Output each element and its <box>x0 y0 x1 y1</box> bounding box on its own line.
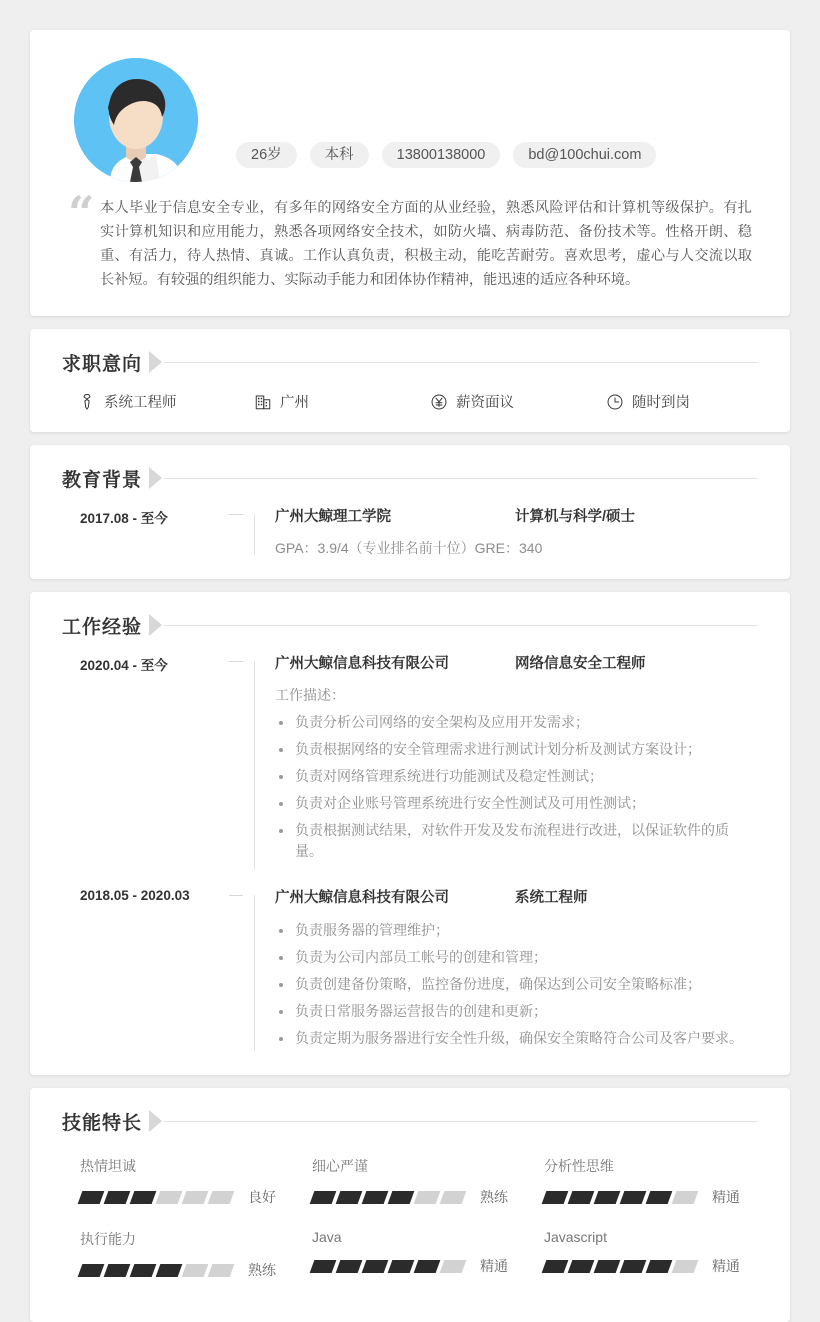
skill-rating-bars <box>80 1264 232 1277</box>
education-card <box>30 445 790 579</box>
intent-item-city <box>236 391 410 412</box>
summary-block <box>62 186 758 292</box>
triangle-marker-icon <box>149 351 162 373</box>
skill-bar-empty <box>440 1191 467 1204</box>
skill-name: 热情坦诚 <box>80 1158 136 1174</box>
skill-bar-filled <box>104 1191 131 1204</box>
skill-bar-empty <box>440 1260 467 1273</box>
skill-level-label: 精通 <box>711 1258 740 1274</box>
skill-bar-filled <box>646 1191 673 1204</box>
timeline-connector <box>227 652 275 868</box>
triangle-marker-icon <box>149 614 162 636</box>
timeline-connector <box>227 886 275 1055</box>
tag-email: bd@100chui.com <box>513 142 656 169</box>
skill-item <box>526 1156 758 1207</box>
entry-date: 2018.05 - 2020.03 <box>80 888 190 903</box>
job-intention-header <box>62 347 758 377</box>
skill-bar-filled <box>310 1191 337 1204</box>
skill-bar-filled <box>362 1260 389 1273</box>
skill-bar-filled <box>542 1260 569 1273</box>
skill-bar-filled <box>646 1260 673 1273</box>
skill-item <box>294 1229 526 1280</box>
work-experience-card <box>30 592 790 1075</box>
work-entry <box>62 886 758 1055</box>
section-title: 求职意向 <box>62 353 143 375</box>
intent-item-position <box>62 391 236 412</box>
work-bullet-list <box>275 920 750 1049</box>
avatar-illustration-icon <box>74 58 198 182</box>
skill-bar-empty <box>414 1191 441 1204</box>
header-divider <box>164 478 758 479</box>
job-intention-items <box>62 391 758 412</box>
profile-header-card <box>30 30 790 316</box>
work-experience-header <box>62 610 758 640</box>
skill-bar-filled <box>388 1191 415 1204</box>
avatar <box>74 58 198 182</box>
section-title: 教育背景 <box>62 469 143 491</box>
skill-item <box>294 1156 526 1207</box>
skill-row <box>544 1256 758 1276</box>
work-description-label: 工作描述： <box>275 687 345 703</box>
header-divider <box>164 1121 758 1122</box>
list-item: 负责日常服务器运营报告的创建和更新； <box>275 1001 750 1022</box>
education-entry <box>62 505 758 559</box>
skill-list <box>62 1156 758 1302</box>
skill-item <box>62 1229 294 1280</box>
skill-bar-empty <box>672 1260 699 1273</box>
skill-level-label: 精通 <box>479 1258 508 1274</box>
company-name: 广州大鲸信息科技有限公司 <box>275 656 449 672</box>
tag-phone: 13800138000 <box>382 142 501 169</box>
summary-text: 本人毕业于信息安全专业，有多年的网络安全方面的从业经验，熟悉风险评估和计算机等级保护。有扎实计算机知识和应用能力，熟悉各项网络安全技术，如防火墙、病毒防范、备份技术等。性格开朗、稳重、有活力，待人热情、真诚。工作认真负责，积极主动，能吃苦耐劳。喜欢思考，虚心与人交流以取长补短。有较强的组织能力、实际动手能力和团体协作精神，能迅速的适应各种环境。 <box>100 200 752 288</box>
skill-rating-bars <box>312 1260 464 1273</box>
intent-label: 广州 <box>280 395 309 411</box>
header-divider <box>164 362 758 363</box>
skill-bar-filled <box>336 1260 363 1273</box>
tag-age: 26岁 <box>236 142 297 169</box>
skill-bar-filled <box>620 1260 647 1273</box>
timeline-connector <box>227 505 275 559</box>
skill-level-label: 熟练 <box>479 1189 508 1205</box>
building-icon <box>254 393 272 411</box>
skill-rating-bars <box>544 1191 696 1204</box>
skill-bar-filled <box>362 1191 389 1204</box>
intent-label: 薪资面议 <box>456 395 514 411</box>
list-item: 负责定期为服务器进行安全性升级，确保安全策略符合公司及客户要求。 <box>275 1028 750 1049</box>
list-item: 负责对网络管理系统进行功能测试及稳定性测试； <box>275 766 750 787</box>
list-item: 负责根据网络的安全管理需求进行测试计划分析及测试方案设计； <box>275 739 750 760</box>
skill-level-label: 熟练 <box>248 1262 276 1278</box>
skill-bar-filled <box>78 1264 105 1277</box>
entry-body <box>275 505 758 559</box>
entry-title-row <box>275 652 750 673</box>
intent-item-salary <box>410 391 584 412</box>
triangle-marker-icon <box>149 1110 162 1132</box>
skill-bar-filled <box>388 1260 415 1273</box>
skill-bar-filled <box>594 1191 621 1204</box>
skill-name: 细心严谨 <box>311 1158 368 1174</box>
skill-bar-filled <box>104 1264 131 1277</box>
skill-bar-filled <box>156 1264 183 1277</box>
timeline-line <box>254 661 255 870</box>
clock-icon <box>606 393 624 411</box>
entry-title-row <box>275 505 750 526</box>
timeline-dash <box>229 661 243 662</box>
skill-bar-filled <box>620 1191 647 1204</box>
intent-label: 系统工程师 <box>104 395 177 411</box>
skill-bar-filled <box>310 1260 337 1273</box>
skill-row <box>544 1187 758 1207</box>
skill-level-label: 精通 <box>711 1189 740 1205</box>
timeline-line <box>254 514 255 555</box>
entry-title-row <box>275 886 750 907</box>
skill-bar-filled <box>542 1191 569 1204</box>
company-name: 广州大鲸信息科技有限公司 <box>275 890 449 906</box>
skill-row <box>80 1260 294 1280</box>
skill-item <box>526 1229 758 1280</box>
header-divider <box>164 625 758 626</box>
skill-row <box>312 1187 526 1207</box>
list-item: 负责根据测试结果，对软件开发及发布流程进行改进，以保证软件的质量。 <box>275 820 750 862</box>
quote-mark-icon: “ <box>68 186 95 240</box>
skill-bar-empty <box>156 1191 183 1204</box>
section-title: 工作经验 <box>62 616 143 638</box>
skill-name: Java <box>311 1229 342 1245</box>
skill-rating-bars <box>312 1191 464 1204</box>
work-entry <box>62 652 758 868</box>
job-position: 系统工程师 <box>515 890 588 906</box>
skill-name: 分析性思维 <box>543 1158 614 1174</box>
intent-item-availability <box>584 391 758 412</box>
intent-label: 随时到岗 <box>632 395 690 411</box>
skill-rating-bars <box>544 1260 696 1273</box>
skills-card <box>30 1088 790 1322</box>
list-item: 负责分析公司网络的安全架构及应用开发需求； <box>275 712 750 733</box>
tag-degree: 本科 <box>310 142 369 169</box>
school-name: 广州大鲸理工学院 <box>275 509 391 525</box>
education-detail: GPA：3.9/4（专业排名前十位）GRE：340 <box>275 540 543 556</box>
entry-body <box>275 886 758 1055</box>
skill-bar-filled <box>568 1260 595 1273</box>
skill-row <box>80 1187 294 1207</box>
skills-header <box>62 1106 758 1136</box>
timeline-dash <box>229 514 243 515</box>
list-item: 负责对企业账号管理系统进行安全性测试及可用性测试； <box>275 793 750 814</box>
skill-bar-filled <box>336 1191 363 1204</box>
skill-bar-filled <box>130 1191 157 1204</box>
entry-body <box>275 652 758 868</box>
work-bullet-list <box>275 712 750 862</box>
skill-bar-empty <box>208 1191 235 1204</box>
major-degree: 计算机与科学/硕士 <box>515 509 636 525</box>
skill-bar-filled <box>130 1264 157 1277</box>
list-item: 负责服务器的管理维护； <box>275 920 750 941</box>
skill-name: Javascript <box>543 1229 607 1245</box>
skill-bar-filled <box>414 1260 441 1273</box>
list-item: 负责为公司内部员工帐号的创建和管理； <box>275 947 750 968</box>
job-position: 网络信息安全工程师 <box>515 656 646 672</box>
education-header <box>62 463 758 493</box>
skill-level-label: 良好 <box>248 1189 276 1205</box>
yen-circle-icon <box>430 393 448 411</box>
job-intention-card <box>30 329 790 432</box>
skill-row <box>312 1256 526 1276</box>
list-item: 负责创建备份策略，监控备份进度，确保达到公司安全策略标准； <box>275 974 750 995</box>
timeline-line <box>254 895 255 1051</box>
entry-date: 2020.04 - 至今 <box>80 658 168 673</box>
skill-bar-empty <box>208 1264 235 1277</box>
skill-bar-filled <box>78 1191 105 1204</box>
skill-bar-filled <box>594 1260 621 1273</box>
skill-item <box>62 1156 294 1207</box>
skill-bar-empty <box>672 1191 699 1204</box>
tie-icon <box>78 393 96 411</box>
contact-tag-list <box>198 142 656 183</box>
triangle-marker-icon <box>149 467 162 489</box>
skill-rating-bars <box>80 1191 232 1204</box>
skill-bar-empty <box>182 1264 209 1277</box>
skill-bar-empty <box>182 1191 209 1204</box>
profile-top-row <box>62 58 758 182</box>
skill-name: 执行能力 <box>80 1231 136 1247</box>
entry-date: 2017.08 - 至今 <box>80 511 168 526</box>
skill-bar-filled <box>568 1191 595 1204</box>
section-title: 技能特长 <box>62 1112 143 1134</box>
timeline-dash <box>229 895 243 896</box>
